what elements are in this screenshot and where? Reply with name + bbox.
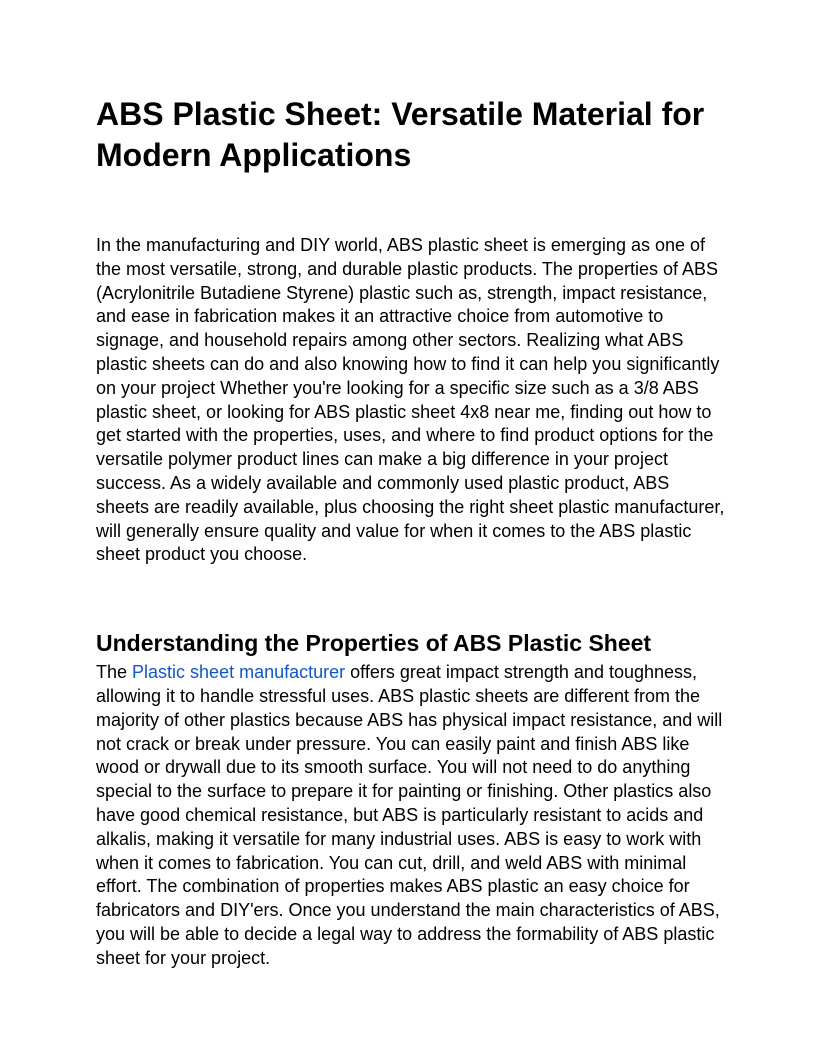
page-title: ABS Plastic Sheet: Versatile Material for Modern Applications <box>96 96 705 173</box>
intro-paragraph: In the manufacturing and DIY world, ABS plastic sheet is emerging as one of the most versatile, strong, and durable plastic products. The properties of ABS (Acrylonitrile Butadiene Styrene) plastic such as, strength, impact resistance, and ease in fabrication makes it an attractive choice from automotive to signage, and household repairs among other sectors. Realizing what ABS plastic sheets can do and also knowing how to find it can help you significantly on your project Whether you're looking for a specific size such as a 3/8 ABS plastic sheet, or looking for ABS plastic sheet 4x8 near me, finding out how to get started with the properties, uses, and where to find product options for the versatile polymer product lines can make a big difference in your project success. As a widely available and commonly used plastic product, ABS sheets are readily available, plus choosing the right sheet plastic manufacturer, will generally ensure quality and value for when it comes to the ABS plastic sheet product you choose. <box>96 235 725 565</box>
section-body-prefix: The <box>96 662 133 683</box>
section-paragraph <box>96 661 726 970</box>
section-body-suffix: offers great impact strength and toughness, allowing it to handle stressful uses. ABS plastic sheets are different from the majority of other plastics because ABS has physical impact resistance, and will not crack or break under pressure. You can easily paint and finish ABS like wood or drywall due to its smooth surface. You will not need to do anything special to the surface to prepare it for painting or finishing. Other plastics also have good chemical resistance, but ABS is particularly resistant to acids and alkalis, making it versatile for many industrial uses. ABS is easy to work with when it comes to fabrication. You can cut, drill, and weld ABS with minimal effort. The combination of properties makes ABS plastic an easy choice for fabricators and DIY'ers. Once you understand the main characteristics of ABS, you will be able to decide a legal way to address the formability of ABS plastic sheet for your project. <box>96 662 723 968</box>
plastic-sheet-manufacturer-link[interactable]: Plastic sheet manufacturer <box>132 662 346 683</box>
document-page <box>96 94 726 971</box>
section-heading: Understanding the Properties of ABS Plastic Sheet <box>96 630 652 657</box>
